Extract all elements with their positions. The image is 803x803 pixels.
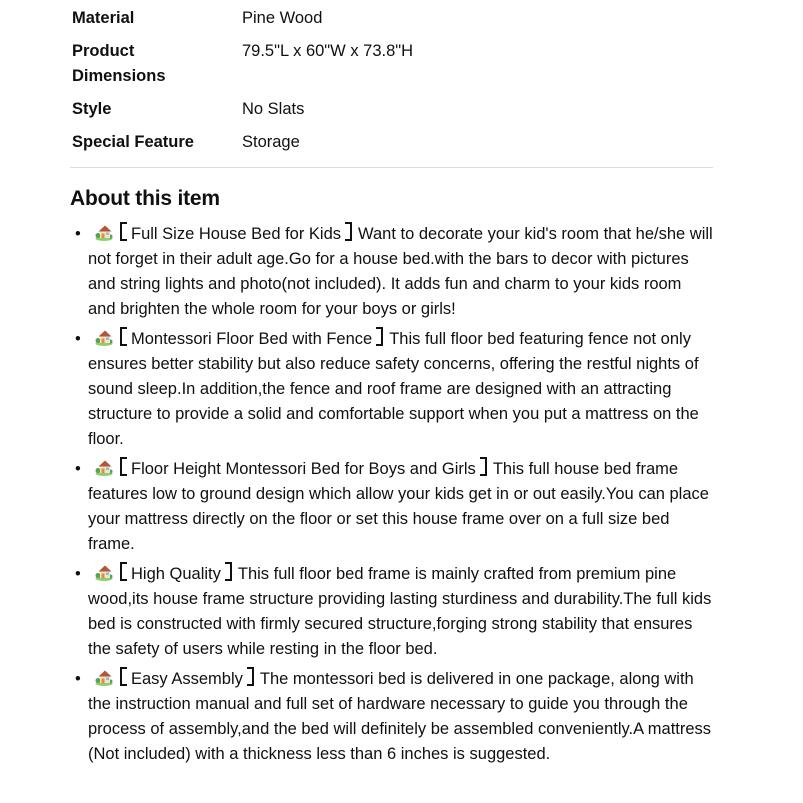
feature-title: Montessori Floor Bed with Fence xyxy=(113,330,389,348)
feature-text: This full floor bed featuring fence not only ensures better stability but also reduce safety concerns, offering the restful nights of sound sleep.In addition,the fence and roof frame are designed with an attracting structure to provide a solid and comfortable support when you put a mattress on the floor. xyxy=(88,330,699,448)
spec-label: Special Feature xyxy=(72,133,194,151)
spec-value: 79.5"L x 60"W x 73.8"H xyxy=(242,42,414,60)
house-with-garden-icon xyxy=(95,329,113,346)
feature-text: Want to decorate your kid's room that he/she will not forget in their adult age.Go for a house bed.with the bars to decor with pictures and string lights and photo(not included). It adds fun and charm to your kids room and brighten the whole room for your boys or girls! xyxy=(88,225,713,318)
house-with-garden-icon xyxy=(95,224,113,241)
spec-row xyxy=(72,2,715,35)
about-list-item xyxy=(88,562,713,662)
about-list-item xyxy=(88,327,713,452)
house-with-garden-icon xyxy=(95,564,113,581)
spec-row xyxy=(72,35,715,93)
about-list-item xyxy=(88,667,713,767)
about-list-item xyxy=(88,457,713,557)
spec-label: Material xyxy=(72,9,135,27)
feature-title: High Quality xyxy=(113,565,238,583)
about-this-item-heading: About this item xyxy=(70,187,220,210)
house-with-garden-icon xyxy=(95,669,113,686)
spec-row xyxy=(72,93,715,126)
about-item-list xyxy=(70,222,713,767)
feature-text: This full house bed frame features low to ground design which allow your kids get in or out easily.You can place your mattress directly on the floor or set this house frame over on a full size bed frame. xyxy=(88,460,709,553)
feature-title: Easy Assembly xyxy=(113,670,260,688)
spec-row xyxy=(72,126,715,159)
about-list-item xyxy=(88,222,713,322)
product-specs-table xyxy=(72,2,715,159)
spec-label: Style xyxy=(72,100,112,118)
spec-value: Storage xyxy=(242,133,300,151)
feature-text: The montessori bed is delivered in one package, along with the instruction manual and full set of hardware necessary to guide you through the process of assembly,and the bed will definitely be assembled conveniently.A mattress (Not included) with a thickness less than 6 inches is suggested. xyxy=(88,670,712,763)
spec-label: Product Dimensions xyxy=(72,42,166,85)
section-divider xyxy=(70,167,713,168)
feature-title: Floor Height Montessori Bed for Boys and Girls xyxy=(113,460,493,478)
feature-text: This full floor bed frame is mainly crafted from premium pine wood,its house frame structure providing lasting sturdiness and durability.The full kids bed is constructed with firmly secured structure,forging strong stability that ensures the safety of users while resting in the floor bed. xyxy=(88,565,712,658)
spec-value: No Slats xyxy=(242,100,305,118)
feature-title: Full Size House Bed for Kids xyxy=(113,225,358,243)
house-with-garden-icon xyxy=(95,459,113,476)
spec-value: Pine Wood xyxy=(242,9,323,27)
